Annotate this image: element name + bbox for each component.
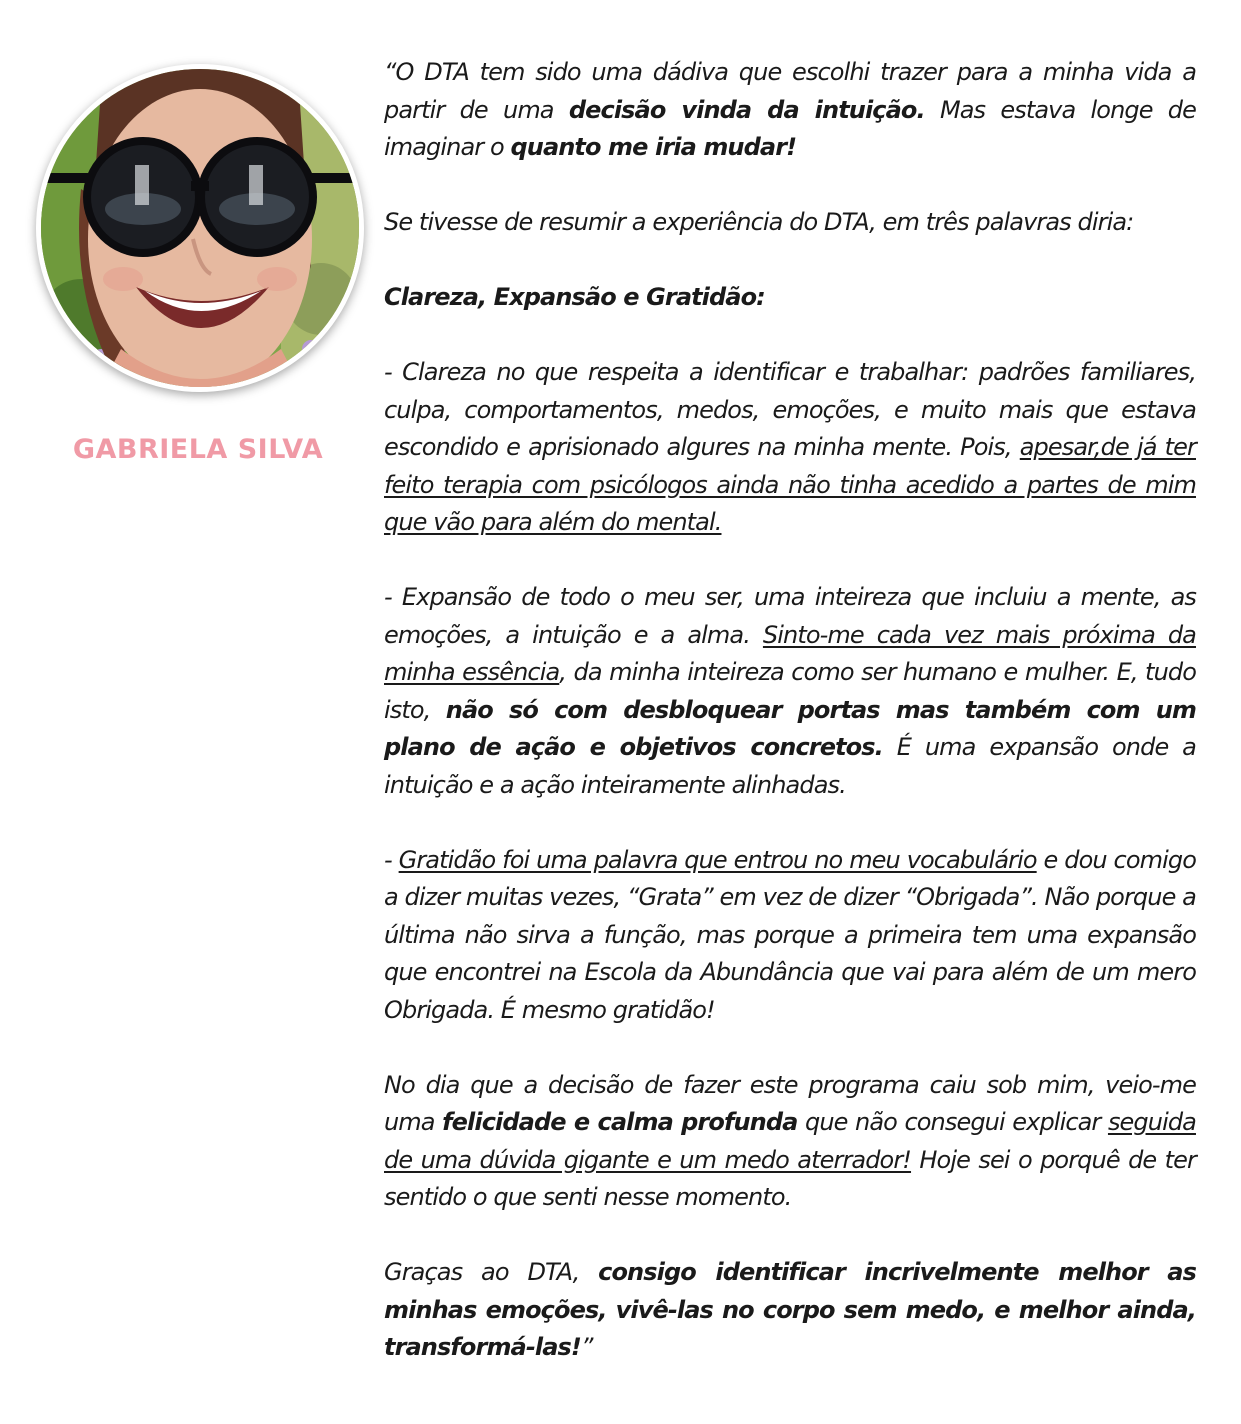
text-span: que não consegui explicar (797, 1108, 1108, 1136)
bold-text: consigo identificar incrivelmente melhor as minhas emoções, vivê-las no corpo sem medo, e melhor ainda, transformá-las! (384, 1258, 1196, 1361)
bold-text: felicidade e calma profunda (442, 1108, 798, 1136)
paragraph-keywords (384, 279, 1196, 317)
paragraph-expansao (384, 579, 1196, 804)
text-span: Hoje sei o porquê de ter sentido o que senti nesse momento. (384, 1145, 1196, 1211)
avatar-photo (41, 69, 359, 387)
paragraph-intro (384, 54, 1196, 167)
text-span: , da minha inteireza como ser humano e mulher. E, tudo isto, (384, 658, 1196, 724)
paragraph-summary: Se tivesse de resumir a experiência do DTA, em três palavras diria: (384, 208, 1134, 236)
bold-text: quanto me iria mudar! (510, 133, 797, 161)
text-span: “O DTA tem sido uma dádiva que escolhi trazer para a minha vida a partir de uma (384, 58, 1196, 124)
text-span: Mas estava longe de imaginar o (384, 95, 1196, 161)
person-name: GABRIELA SILVA (72, 434, 324, 465)
text-span: - Clareza no que respeita a identificar e trabalhar: padrões familiares, culpa, comportamentos, medos, emoções, e muito mais que estava escondido e aprisionado algures na minha mente. Pois, (384, 358, 1196, 461)
text-span: É uma expansão onde a intuição e a ação inteiramente alinhadas. (384, 733, 1196, 799)
text-span: ” (580, 1333, 593, 1361)
bold-text: não só com desbloquear portas mas também com um plano de ação e objetivos concretos. (384, 695, 1196, 761)
underlined-text: apesar,de já ter feito terapia com psicólogos ainda não tinha acedido a partes de mim que vão para além do mental. (384, 433, 1196, 536)
keywords-heading: Clareza, Expansão e Gratidão: (384, 283, 765, 311)
underlined-text: seguida de uma dúvida gigante e um medo aterrador! (384, 1108, 1196, 1174)
text-span: - Expansão de todo o meu ser, uma inteireza que incluiu a mente, as emoções, a intuição e a alma. (384, 583, 1196, 649)
bold-text: decisão vinda da intuição. (568, 95, 925, 124)
profile-card (36, 64, 360, 465)
paragraph-clareza (384, 354, 1196, 542)
text-span: - (384, 845, 399, 874)
testimonial-text (384, 54, 1196, 1367)
text-span: Graças ao DTA, (384, 1258, 599, 1286)
text-span: No dia que a decisão de fazer este programa caiu sob mim, veio-me uma (384, 1070, 1196, 1136)
text-span: e dou comigo a dizer muitas vezes, “Grata” em vez de dizer “Obrigada”. Não porque a última não sirva a função, mas porque a primeira tem uma expansão que encontrei na Escola da Abundância que vai para além de um mero Obrigada. É mesmo gratidão! (384, 845, 1196, 1024)
underlined-text: Gratidão foi uma palavra que entrou no meu vocabulário (398, 845, 1037, 874)
avatar (36, 64, 364, 392)
underlined-text: Sinto-me cada vez mais próxima da minha essência (384, 620, 1196, 686)
paragraph-closing (384, 1254, 1196, 1367)
paragraph-decision (384, 1067, 1196, 1217)
paragraph-gratidao (384, 842, 1196, 1030)
